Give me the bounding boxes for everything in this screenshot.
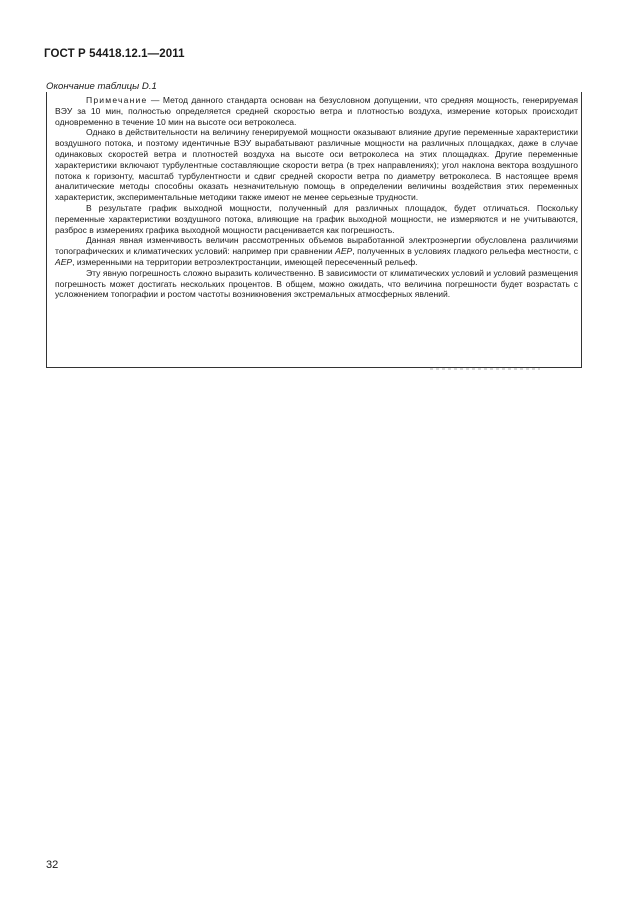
table-note-frame <box>46 92 582 368</box>
note-label: Примечание <box>86 95 148 105</box>
note-paragraph-5: Эту явную погрешность сложно выразить количественно. В зависимости от климатических условий и условий размещения погрешность может достигать нескольких процентов. В общем, можно ожидать, что величина погрешности будет возрастать с усложнением топографии и ростом частоты возникновения экстремальных атмосферных явлений. <box>55 267 578 300</box>
scan-artifact <box>430 368 540 370</box>
note-paragraph-2: Однако в действительности на величину генерируемой мощности оказывают влияние другие переменные характеристики воздушного потока, и поэтому идентичные ВЭУ вырабатывают различные мощности на различных площадках, даже в случае одинаковых скоростей ветра и плотностей воздуха на высоте оси ветроколеса на этих площадках. Другие переменные характеристики включают турбулентные составляющие скорости ветра (в трех направлениях); угол наклона вектора воздушного потока к горизонту, масштаб турбулентности и сдвиг средней скорости ветра по диаметру ветроколеса. В настоящее время аналитические методы способны оказать незначительную помощь в определении величины воздействия этих переменных характеристик, экспериментальные методики также имеют не менее серьезные трудности. <box>55 127 578 203</box>
note-p4-part-b: , полученных в условиях гладкого рельефа местности, с <box>352 246 578 257</box>
note-p4-part-c: , измеренными на территории ветроэлектростанции, имеющей пересеченный рельеф. <box>72 256 418 267</box>
note-paragraph-1 <box>55 95 578 127</box>
note-intro-text: — Метод данного стандарта основан на безусловном допущении, что средняя мощность, генерируемая ВЭУ за 10 мин, полностью определяется средней скоростью ветра и плотностью воздуха, измерение которых происходит одновременно в течение 10 мин на высоте оси ветроколеса. <box>55 95 578 127</box>
document-header: ГОСТ Р 54418.12.1—2011 <box>44 48 185 60</box>
note-paragraph-4 <box>55 235 578 267</box>
table-continuation-caption: Окончание таблицы D.1 <box>46 81 157 92</box>
page-number: 32 <box>46 859 59 871</box>
aep-term-2: AEP <box>55 256 73 267</box>
note-p4-part-a: Данная явная изменчивость величин рассмотренных объемов выработанной электроэнергии обусловлена различиями топографических и климатических условий: например при сравнении <box>55 235 578 257</box>
note-paragraph-3: В результате график выходной мощности, полученный для различных площадок, будет отличаться. Поскольку переменные характеристики воздушного потока, влияющие на график выходной мощности, не измеряются и не учитываются, разброс в измерениях графика выходной мощности расценивается как погрешность. <box>55 202 578 235</box>
aep-term-1: AEP <box>335 246 353 257</box>
